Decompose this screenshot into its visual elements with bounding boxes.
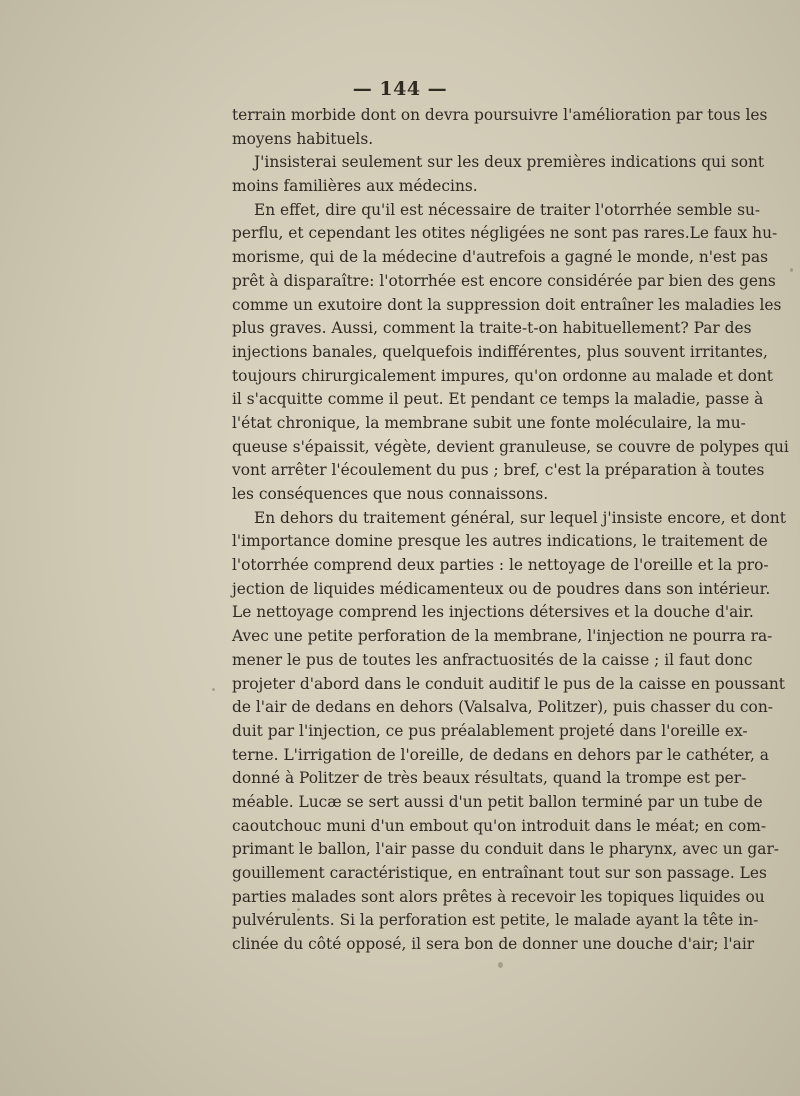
- text-line: méable. Lucæ se sert aussi d'un petit ballon terminé par un tube de: [232, 792, 763, 811]
- text-line: projeter d'abord dans le conduit auditif le pus de la caisse en poussant: [232, 674, 785, 693]
- text-line: gouillement caractéristique, en entraînant tout sur son passage. Les: [232, 864, 767, 882]
- paper-speck: [212, 688, 215, 691]
- text-line: perflu, et cependant les otites négligées ne sont pas rares.Le faux hu-: [232, 224, 778, 243]
- text-line: jection de liquides médicamenteux ou de poudres dans son intérieur.: [232, 579, 771, 598]
- text-line: donné à Politzer de très beaux résultats, quand la trompe est per-: [232, 769, 747, 788]
- body-text: [232, 104, 789, 957]
- text-line: Avec une petite perforation de la membrane, l'injection ne pourra ra-: [232, 627, 773, 646]
- text-line: terrain morbide dont on devra poursuivre l'amélioration par tous les: [232, 106, 768, 124]
- text-line: clinée du côté opposé, il sera bon de donner une douche d'air; l'air: [232, 935, 755, 954]
- text-line: plus graves. Aussi, comment la traite-t-on habituellement? Par des: [232, 319, 752, 338]
- text-line: duit par l'injection, ce pus préalablement projeté dans l'oreille ex-: [232, 721, 748, 740]
- text-line: primant le ballon, l'air passe du conduit dans le pharynx, avec un gar-: [232, 840, 780, 859]
- text-line: J'insisterai seulement sur les deux premières indications qui sont: [254, 153, 765, 172]
- text-line: l'importance domine presque les autres indications, le traitement de: [232, 532, 768, 551]
- text-line: parties malades sont alors prêtes à recevoir les topiques liquides ou: [232, 887, 765, 906]
- text-line: vont arrêter l'écoulement du pus ; bref, c'est la préparation à toutes: [232, 461, 765, 480]
- text-line: En dehors du traitement général, sur lequel j'insiste encore, et dont: [254, 508, 786, 527]
- text-line: il s'acquitte comme il peut. Et pendant ce temps la maladie, passe à: [232, 390, 764, 409]
- text-line: caoutchouc muni d'un embout qu'on introduit dans le méat; en com-: [232, 816, 767, 835]
- text-line: queuse s'épaissit, végète, devient granuleuse, se couvre de polypes qui: [232, 437, 789, 456]
- text-line: moyens habituels.: [232, 129, 374, 148]
- text-line: En effet, dire qu'il est nécessaire de traiter l'otorrhée semble su-: [254, 200, 761, 219]
- text-line: les conséquences que nous connaissons.: [232, 485, 549, 503]
- text-line: prêt à disparaître: l'otorrhée est encore considérée par bien des gens: [232, 271, 776, 290]
- text-line: injections banales, quelquefois indifférentes, plus souvent irritantes,: [232, 342, 768, 361]
- paper-speck: [790, 268, 793, 272]
- text-line: morisme, qui de la médecine d'autrefois a gagné le monde, n'est pas: [232, 248, 769, 267]
- text-line: pulvérulents. Si la perforation est petite, le malade ayant la tête in-: [232, 911, 759, 930]
- text-line: moins familières aux médecins.: [232, 177, 478, 196]
- page-number: — 144 —: [352, 78, 448, 100]
- text-line: mener le pus de toutes les anfractuosités de la caisse ; il faut donc: [232, 650, 753, 669]
- text-line: toujours chirurgicalement impures, qu'on ordonne au malade et dont: [232, 366, 773, 385]
- paper-speck: [498, 962, 503, 968]
- text-line: l'état chronique, la membrane subit une fonte moléculaire, la mu-: [232, 413, 746, 432]
- text-line: terne. L'irrigation de l'oreille, de dedans en dehors par le cathéter, a: [232, 745, 769, 764]
- text-line: l'otorrhée comprend deux parties : le nettoyage de l'oreille et la pro-: [232, 556, 769, 575]
- text-line: de l'air de dedans en dehors (Valsalva, Politzer), puis chasser du con-: [232, 698, 773, 717]
- text-line: Le nettoyage comprend les injections détersives et la douche d'air.: [232, 603, 754, 622]
- text-line: comme un exutoire dont la suppression doit entraîner les maladies les: [232, 295, 782, 314]
